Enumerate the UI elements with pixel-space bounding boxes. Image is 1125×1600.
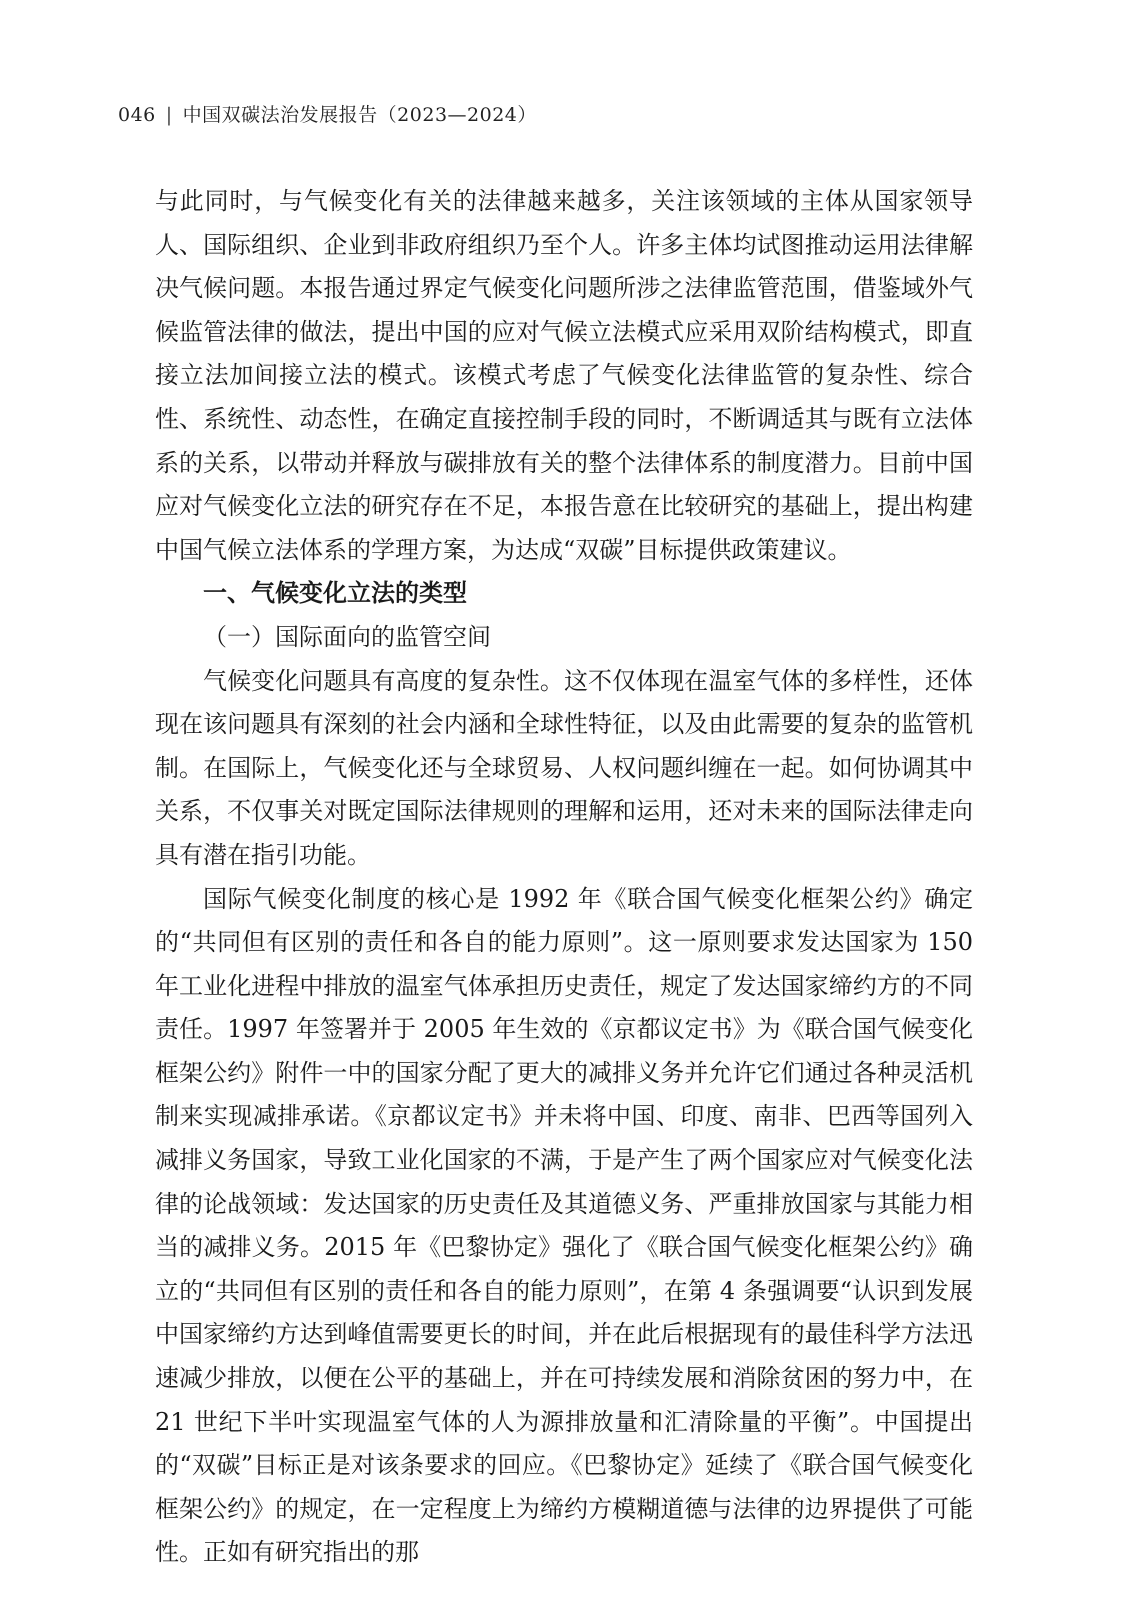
book-title: 中国双碳法治发展报告（2023—2024） <box>182 104 537 126</box>
paragraph-international-regime: 国际气候变化制度的核心是 1992 年《联合国气候变化框架公约》确定的“共同但有区别的责任和各自的能力原则”。这一原则要求发达国家为 150 年工业化进程中排放的温室气体承担历史责任，规定了发达国家缔约方的不同责任。1997 年签署并于 2005 年生效的《京都议定书》为《联合国气候变化框架公约》附件一中的国家分配了更大的减排义务并允许它们通过各种灵活机制来实现减排承诺。《京都议定书》并未将中国、印度、南非、巴西等国列入减排义务国家，导致工业化国家的不满，于是产生了两个国家应对气候变化法律的论战领域：发达国家的历史责任及其道德义务、严重排放国家与其能力相当的减排义务。2015 年《巴黎协定》强化了《联合国气候变化框架公约》确立的“共同但有区别的责任和各自的能力原则”，在第 4 条强调要“认识到发展中国家缔约方达到峰值需要更长的时间，并在此后根据现有的最佳科学方法迅速减少排放，以便在公平的基础上，并在可持续发展和消除贫困的努力中，在 21 世纪下半叶实现温室气体的人为源排放量和汇清除量的平衡”。中国提出的“双碳”目标正是对该条要求的回应。《巴黎协定》延续了《联合国气候变化框架公约》的规定，在一定程度上为缔约方模糊道德与法律的边界提供了可能性。正如有研究指出的那 <box>155 884 973 1567</box>
running-head <box>118 100 537 127</box>
section-heading: 一、气候变化立法的类型 <box>203 579 467 608</box>
paragraph-continued: 与此同时，与气候变化有关的法律越来越多，关注该领域的主体从国家领导人、国际组织、企业到非政府组织乃至个人。许多主体均试图推动运用法律解决气候问题。本报告通过界定气候变化问题所涉之法律监管范围，借鉴域外气候监管法律的做法，提出中国的应对气候立法模式应采用双阶结构模式，即直接立法加间接立法的模式。该模式考虑了气候变化法律监管的复杂性、综合性、系统性、动态性，在确定直接控制手段的同时，不断调适其与既有立法体系的关系，以带动并释放与碳排放有关的整个法律体系的制度潜力。目前中国应对气候变化立法的研究存在不足，本报告意在比较研究的基础上，提出构建中国气候立法体系的学理方案，为达成“双碳”目标提供政策建议。 <box>155 187 973 564</box>
header-separator: | <box>165 104 173 126</box>
page-number: 046 <box>118 104 156 126</box>
page-body <box>155 180 973 1575</box>
subsection-heading: （一）国际面向的监管空间 <box>203 622 491 651</box>
paragraph-complexity: 气候变化问题具有高度的复杂性。这不仅体现在温室气体的多样性，还体现在该问题具有深刻的社会内涵和全球性特征，以及由此需要的复杂的监管机制。在国际上，气候变化还与全球贸易、人权问题纠缠在一起。如何协调其中关系，不仅事关对既定国际法律规则的理解和运用，还对未来的国际法律走向具有潜在指引功能。 <box>155 666 973 869</box>
